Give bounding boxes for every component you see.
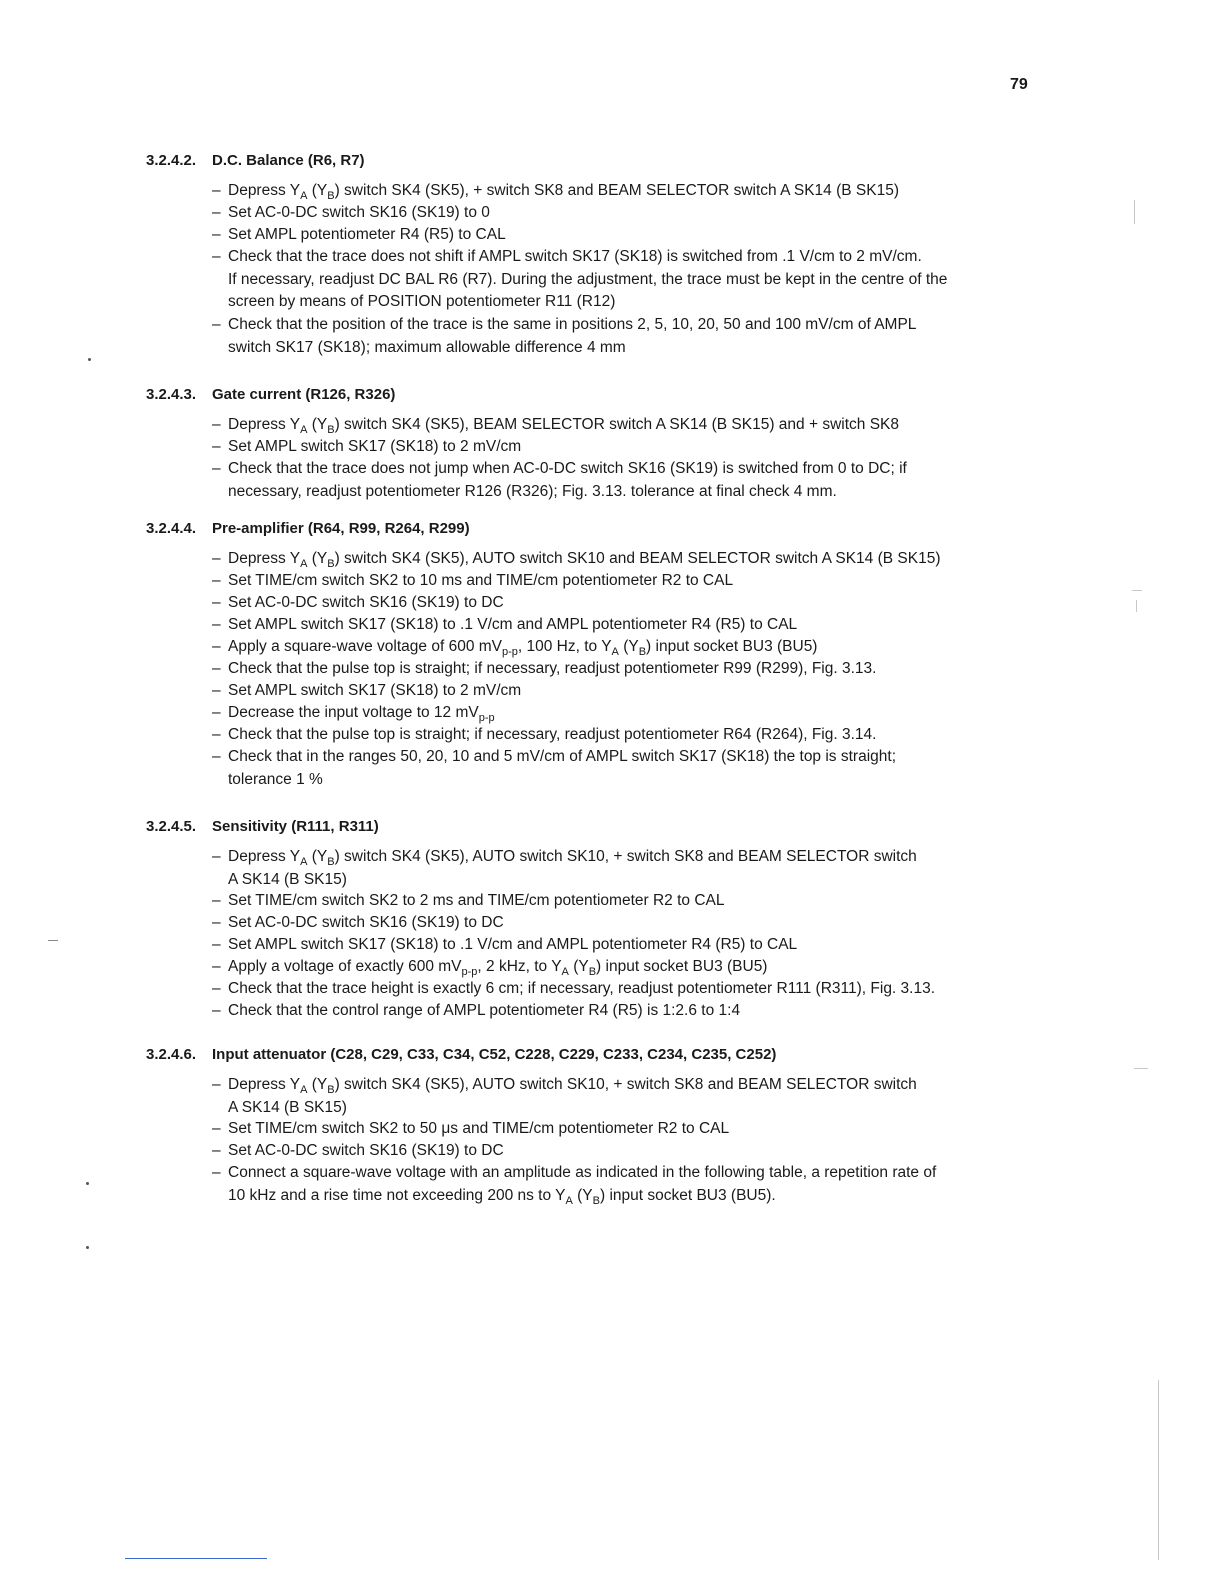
dash-bullet: – [212,204,221,221]
step-item: – Check that the trace does not shift if AMPL switch SK17 (SK18) is switched from .1 V/cm to 2 mV/cm. If necessary, readjust DC BAL R6 (R7). During the adjustment, the trace must be kept in the centre of the screen by means of POSITION potentiometer R11 (R12) [212,248,948,310]
dash-bullet: – [212,660,221,677]
margin-mark [1132,590,1142,591]
step-item: – Depress $Y_A$ $(Y_B)$ switch SK4 (SK5), AUTO switch SK10, + switch SK8 and BEAM SELECTOR switch A SK14 (B SK15) [212,1076,917,1116]
subscript: B [327,558,335,570]
margin-mark [48,940,58,941]
page-number: 79 [1010,76,1028,93]
dash-bullet: – [212,936,221,953]
dash-bullet: – [212,316,221,333]
step-item: – Set AMPL switch SK17 (SK18) to 2 mV/cm [212,436,521,459]
subscript: A [565,1194,573,1207]
dash-bullet: – [212,1076,221,1093]
step-item: – Depress $Y_A$ $(Y_B)$ switch SK4 (SK5), + switch SK8 and BEAM SELECTOR switch A SK14 (B SK15) [212,182,899,202]
subscript: p-p [478,712,495,724]
step-item: – Set AC-0-DC switch SK16 (SK19) to DC [212,592,504,615]
scan-dot [86,1246,89,1249]
dash-bullet: – [212,550,221,567]
scan-dot [88,358,91,361]
section-number: 3.2.4.5. [146,818,197,835]
subscript: A [611,646,619,658]
step-item: – Set AMPL switch SK17 (SK18) to .1 V/cm and AMPL potentiometer R4 (R5) to CAL [212,934,797,957]
step-item: – Check that the position of the trace is the same in positions 2, 5, 10, 20, 50 and 100 mV/cm of AMPL switch SK17 (SK18); maximum allowable difference 4 mm [212,316,917,356]
subscript: A [300,424,308,436]
subscript: A [300,856,308,868]
dash-bullet: – [212,1120,221,1137]
dash-bullet: – [212,914,221,931]
section-number: 3.2.4.2. [146,152,197,169]
scan-dot [86,1182,89,1185]
subscript: A [561,966,569,978]
dash-bullet: – [212,1002,221,1019]
step-item: – Set AMPL potentiometer R4 (R5) to CAL [212,224,506,247]
subscript: A [300,558,308,570]
step-item: – Apply a voltage of exactly 600 $mV_{p-p}$, 2 kHz, to $Y_A$ $(Y_B)$ input socket BU3 (BU5) [212,958,768,978]
subscript: B [588,966,597,978]
section-number: 3.2.4.6. [146,1046,197,1063]
dash-bullet: – [212,848,221,865]
step-item: – Set TIME/cm switch SK2 to 2 ms and TIME/cm potentiometer R2 to CAL [212,890,724,913]
step-item: – Depress $Y_A$ $(Y_B)$ switch SK4 (SK5), AUTO switch SK10, + switch SK8 and BEAM SELECTOR switch A SK14 (B SK15) [212,848,917,888]
step-item: – Set AMPL switch SK17 (SK18) to 2 mV/cm [212,680,521,703]
dash-bullet: – [212,594,221,611]
dash-bullet: – [212,438,221,455]
subscript: p-p [461,966,478,978]
dash-bullet: – [212,460,221,477]
step-item: – Set AC-0-DC switch SK16 (SK19) to DC [212,912,504,935]
step-item: – Check that the trace height is exactly 6 cm; if necessary, readjust potentiometer R111 (R311), Fig. 3.13. [212,978,935,1001]
dash-bullet: – [212,892,221,909]
subscript: B [327,1084,335,1096]
section-heading [146,1046,776,1063]
section-heading [146,520,470,537]
section-title: Input attenuator (C28, C29, C33, C34, C52, C228, C229, C233, C234, C235, C252) [212,1046,777,1063]
subscript: B [638,646,647,658]
margin-mark [1136,600,1137,612]
section-title: Gate current (R126, R326) [212,386,396,403]
dash-bullet: – [212,980,221,997]
dash-bullet: – [212,572,221,589]
step-item: – Set AMPL switch SK17 (SK18) to .1 V/cm and AMPL potentiometer R4 (R5) to CAL [212,614,797,637]
subscript: B [327,424,335,436]
footer-rule [125,1558,267,1559]
dash-bullet: – [212,958,221,975]
step-item: – Depress $Y_A$ $(Y_B)$ switch SK4 (SK5), AUTO switch SK10 and BEAM SELECTOR switch A SK14 (B SK15) [212,550,941,570]
subscript: B [592,1194,600,1207]
subscript: A [300,1084,308,1096]
dash-bullet: – [212,704,221,721]
subscript: B [327,856,335,868]
step-item: – Check that the trace does not jump when AC-0-DC switch SK16 (SK19) is switched from 0 to DC; if necessary, readjust potentiometer R126 (R326); Fig. 3.13. tolerance at final check 4 mm. [212,460,907,500]
step-item: – Decrease the input voltage to 12 $mV_{p-p}$ [212,704,495,724]
subscript: B [327,190,335,202]
step-item: – Apply a square-wave voltage of 600 $mV_{p-p}$, 100 Hz, to $Y_A$ $(Y_B)$ input socket BU3 (BU5) [212,638,818,658]
step-item: – Connect a square-wave voltage with an amplitude as indicated in the following table, a repetition rate of 10 kHz and a rise time not exceeding 200 ns to $Y_A$ $(Y_B)$ input socket BU3 (BU5). [212,1164,937,1207]
subscript: A [300,190,308,202]
step-item: – Set AC-0-DC switch SK16 (SK19) to 0 [212,202,490,225]
section-heading [146,152,365,169]
dash-bullet: – [212,416,221,433]
dash-bullet: – [212,1164,221,1181]
step-item: – Check that the pulse top is straight; if necessary, readjust potentiometer R99 (R299), Fig. 3.13. [212,658,876,681]
dash-bullet: – [212,182,221,199]
dash-bullet: – [212,726,221,743]
step-item: – Set AC-0-DC switch SK16 (SK19) to DC [212,1140,504,1163]
section-heading [146,386,395,403]
step-item: – Check that the pulse top is straight; if necessary, readjust potentiometer R64 (R264), Fig. 3.14. [212,724,876,747]
dash-bullet: – [212,1142,221,1159]
section-title: D.C. Balance (R6, R7) [212,152,365,169]
section-number: 3.2.4.3. [146,386,197,403]
step-item: – Check that the control range of AMPL potentiometer R4 (R5) is 1:2.6 to 1:4 [212,1000,740,1023]
section-number: 3.2.4.4. [146,520,197,537]
margin-mark [1134,1068,1148,1069]
dash-bullet: – [212,616,221,633]
step-item: – Check that in the ranges 50, 20, 10 and 5 mV/cm of AMPL switch SK17 (SK18) the top is straight; tolerance 1 % [212,748,896,788]
section-heading [146,818,379,835]
margin-mark [1134,200,1135,224]
step-item: – Set TIME/cm switch SK2 to 50 μs and TIME/cm potentiometer R2 to CAL [212,1118,729,1141]
section-title: Pre-amplifier (R64, R99, R264, R299) [212,520,470,537]
dash-bullet: – [212,248,221,265]
subscript: p-p [502,646,518,658]
dash-bullet: – [212,638,221,655]
step-item: – Set TIME/cm switch SK2 to 10 ms and TIME/cm potentiometer R2 to CAL [212,570,733,593]
step-item: – Depress $Y_A$ $(Y_B)$ switch SK4 (SK5), BEAM SELECTOR switch A SK14 (B SK15) and + switch SK8 [212,416,899,436]
section-title: Sensitivity (R111, R311) [212,818,379,835]
margin-mark [1158,1380,1159,1560]
dash-bullet: – [212,748,221,765]
dash-bullet: – [212,682,221,699]
dash-bullet: – [212,226,221,243]
